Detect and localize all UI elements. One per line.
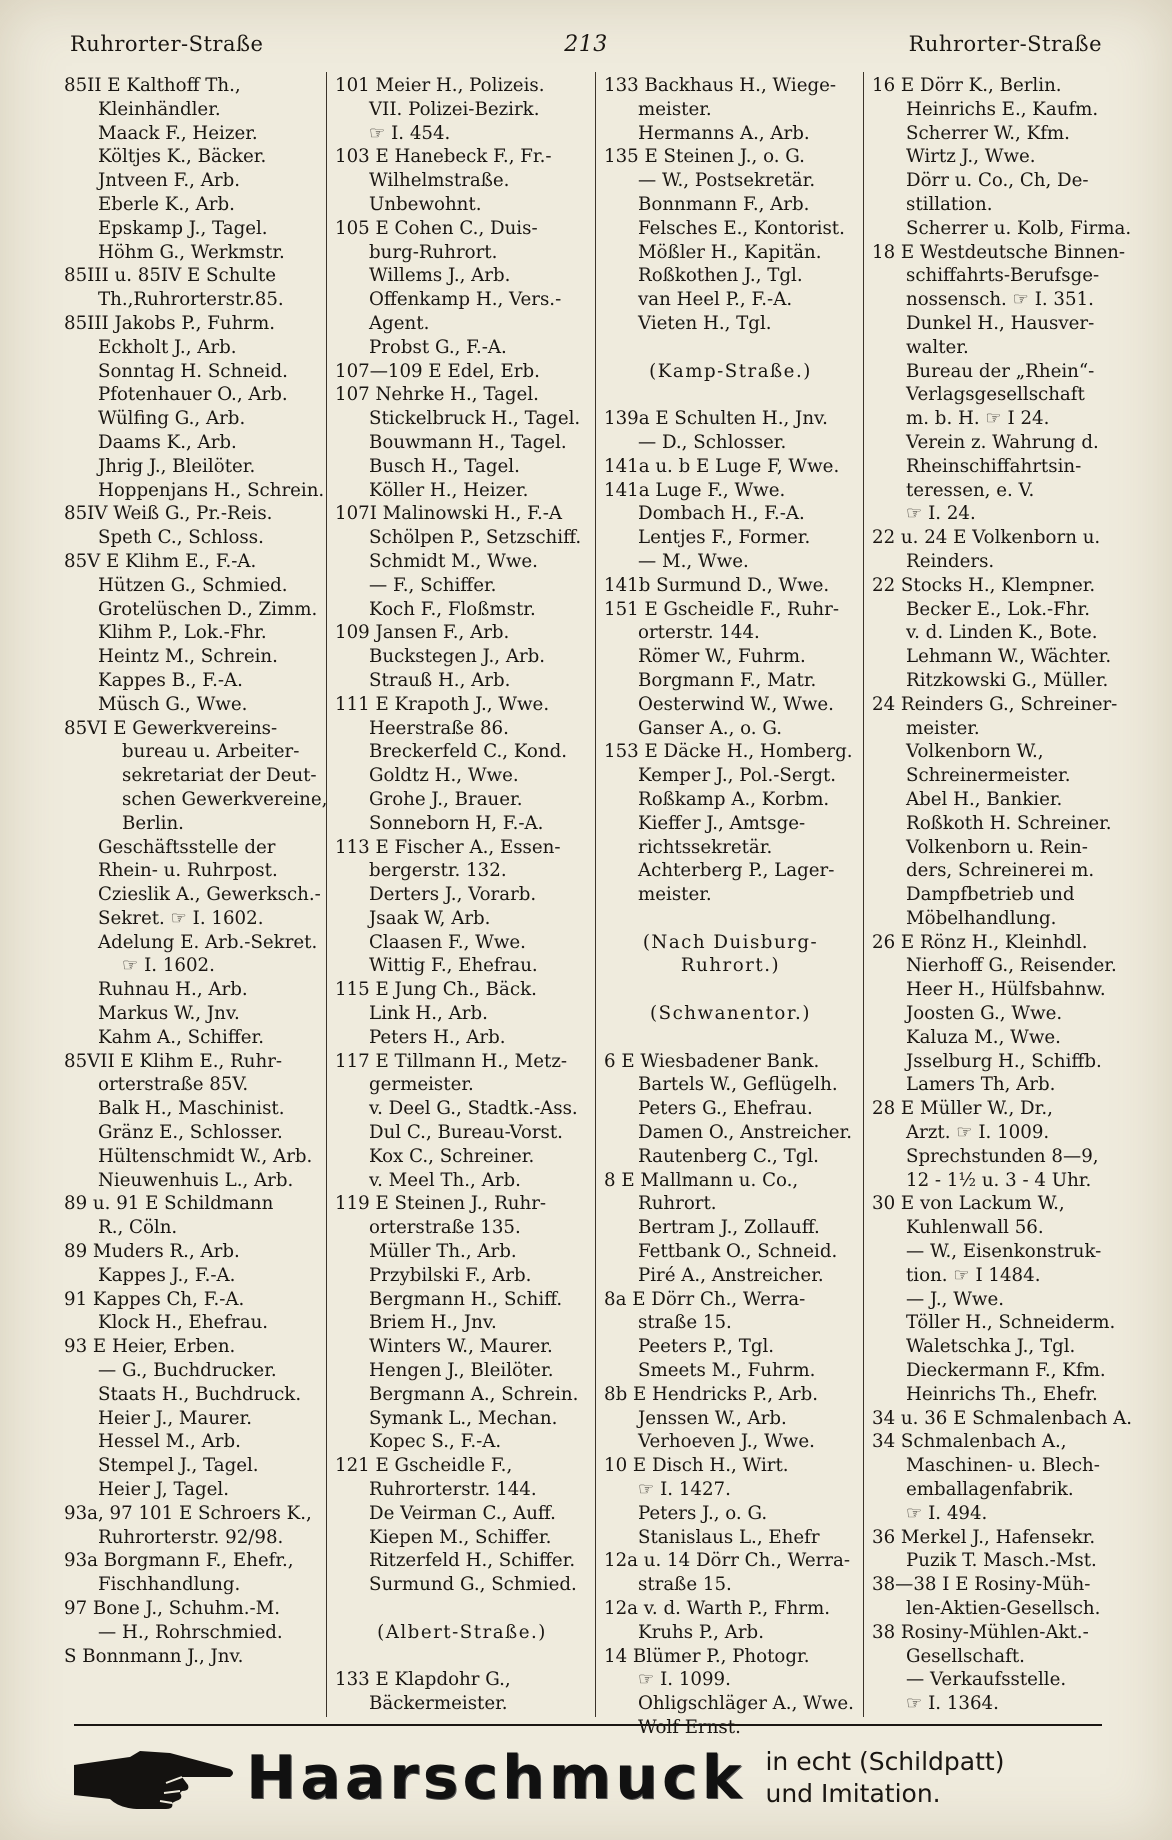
running-head-right: Ruhrorter-Straße xyxy=(908,32,1102,56)
directory-entry-line: — D., Schlosser. xyxy=(638,431,787,453)
directory-entry-line: 105 E Cohen C., Duis- xyxy=(335,217,538,239)
directory-entry-line: Gränz E., Schlosser. xyxy=(98,1122,283,1144)
directory-entry-line: Ruhrorterstr. 92/98. xyxy=(98,1526,284,1548)
directory-entry-line: Schölpen P., Setzschiff. xyxy=(369,527,582,549)
directory-entry-line: meister. xyxy=(906,717,980,739)
directory-entry-line: Kuhlenwall 56. xyxy=(906,1217,1044,1239)
directory-entry-line: 119 E Steinen J., Ruhr- xyxy=(335,1193,547,1215)
directory-entry-line: Nierhoff G., Reisender. xyxy=(906,955,1117,977)
directory-entry-line: ders, Schreinerei m. xyxy=(906,860,1095,882)
directory-entry-line: Kieffer J., Amtsge- xyxy=(638,812,806,834)
directory-entry-line: Klihm P., Lok.-Fhr. xyxy=(98,622,267,644)
advertisement xyxy=(70,1734,1102,1822)
directory-entry-line: 141b Surmund D., Wwe. xyxy=(604,574,830,596)
directory-entry-line: Peters H., Arb. xyxy=(369,1026,506,1048)
directory-entry-line: 93 E Heier, Erben. xyxy=(64,1336,236,1358)
directory-entry-line: Reinders. xyxy=(906,550,995,572)
column-2 xyxy=(326,72,595,1717)
directory-entry-line: 8 E Mallmann u. Co., xyxy=(604,1169,799,1191)
directory-entry-line: teressen, e. V. xyxy=(906,479,1035,501)
directory-entry-line: Költjes K., Bäcker. xyxy=(98,146,267,168)
directory-entry-line: Klock H., Ehefrau. xyxy=(98,1312,269,1334)
directory-entry-line: Dunkel H., Hausver- xyxy=(906,312,1095,334)
directory-entry-line: Maschinen- u. Blech- xyxy=(906,1455,1100,1477)
directory-entry-line xyxy=(604,1026,857,1050)
directory-entry-line: meister. xyxy=(638,884,712,906)
directory-entry-line: Müller Th., Arb. xyxy=(369,1241,517,1263)
directory-entry-line: Przybilski F., Arb. xyxy=(369,1264,532,1286)
directory-entry-line: 97 Bone J., Schuhm.-M. xyxy=(64,1598,281,1619)
directory-entry-line: Grohe J., Brauer. xyxy=(369,788,523,810)
directory-entry-line: straße 15. xyxy=(638,1312,732,1334)
directory-entry-line: 14 Blümer P., Photogr. xyxy=(604,1645,810,1667)
directory-entry-line: Höhm G., Werkmstr. xyxy=(98,241,285,263)
directory-entry-line: 107I Malinowski H., F.-A xyxy=(335,503,563,525)
directory-entry-line: 22 u. 24 E Volkenborn u. xyxy=(872,527,1101,549)
street-section-heading: (Nach Duisburg- xyxy=(642,931,819,953)
directory-entry-line: Bartels W., Geflügelh. xyxy=(638,1074,838,1096)
directory-entry-line: 151 E Gscheidle F., Ruhr- xyxy=(604,598,839,620)
directory-entry-line: ☞ I. 1427. xyxy=(638,1479,731,1501)
directory-entry-line: Roßkamp A., Korbm. xyxy=(638,788,830,810)
directory-entry-line: Smeets M., Fuhrm. xyxy=(638,1360,816,1382)
directory-entry-line: Jntveen F., Arb. xyxy=(98,170,240,192)
directory-entry-line: 26 E Rönz H., Kleinhdl. xyxy=(872,931,1088,953)
directory-entry-line: nossensch. ☞ I. 351. xyxy=(906,289,1094,311)
directory-entry-line: 103 E Hanebeck F., Fr.- xyxy=(335,146,552,168)
directory-entry-line: Agent. xyxy=(369,312,430,334)
directory-entry-line: Kleinhändler. xyxy=(98,98,221,120)
directory-entry-line: v. Meel Th., Arb. xyxy=(369,1169,521,1191)
directory-entry-line: schen Gewerkvereine, xyxy=(122,788,328,810)
directory-entry-line: Daams K., Arb. xyxy=(98,431,237,453)
directory-entry-line: Rheinschiffahrtsin- xyxy=(906,455,1082,477)
directory-entry-line: Czieslik A., Gewerksch.- xyxy=(98,884,321,906)
directory-entry-line: van Heel P., F.-A. xyxy=(638,289,793,311)
directory-entry-line: 93a Borgmann F., Ehefr., xyxy=(64,1550,294,1572)
directory-entry-line: Bureau der „Rhein“- xyxy=(906,360,1095,382)
directory-entry-line: 12a u. 14 Dörr Ch., Werra- xyxy=(604,1550,850,1572)
directory-entry-line: 135 E Steinen J., o. G. xyxy=(604,146,805,168)
directory-entry-line: Jenssen W., Arb. xyxy=(638,1407,787,1429)
directory-entry-line: 10 E Disch H., Wirt. xyxy=(604,1455,789,1477)
directory-entry-line: Bäckermeister. xyxy=(369,1693,508,1715)
directory-entry-line: Strauß H., Arb. xyxy=(369,669,511,691)
directory-entry-line: Kappes J., F.-A. xyxy=(98,1264,236,1286)
directory-entry-line: 85IV Weiß G., Pr.-Reis. xyxy=(64,503,273,525)
directory-entry-line: Busch H., Tagel. xyxy=(369,455,520,477)
directory-entry-line: Balk H., Maschinist. xyxy=(98,1098,285,1120)
directory-entry-line: Jhrig J., Bleilöter. xyxy=(98,455,256,477)
directory-entry-line: Kemper J., Pol.-Sergt. xyxy=(638,765,837,787)
directory-entry-line: 101 Meier H., Polizeis. xyxy=(335,75,545,96)
directory-entry-line: 133 E Klapdohr G., xyxy=(335,1669,511,1691)
directory-entry-line: 8b E Hendricks P., Arb. xyxy=(604,1383,819,1405)
directory-entry-line: Wilhelmstraße. xyxy=(369,170,510,192)
directory-entry-line: 91 Kappes Ch, F.-A. xyxy=(64,1288,245,1310)
directory-entry-line: stillation. xyxy=(906,193,993,215)
directory-entry-line: 85III Jakobs P., Fuhrm. xyxy=(64,312,276,334)
street-section-heading: (Kamp-Straße.) xyxy=(649,360,812,382)
directory-entry-line: Kahm A., Schiffer. xyxy=(98,1026,264,1048)
directory-entry-line: Epskamp J., Tagel. xyxy=(98,217,268,239)
directory-entry-line: Goldtz H., Wwe. xyxy=(369,765,519,787)
directory-entry-line: Möbelhandlung. xyxy=(906,907,1057,929)
directory-entry-line: Müsch G., Wwe. xyxy=(98,693,248,715)
directory-entry-line: Kappes B., F.-A. xyxy=(98,669,243,691)
directory-entry-line: Scherrer u. Kolb, Firma. xyxy=(906,217,1132,239)
directory-entry-line: Kaluza M., Wwe. xyxy=(906,1026,1061,1048)
directory-entry-line: orterstraße 135. xyxy=(369,1217,521,1239)
directory-entry-line: Adelung E. Arb.-Sekret. xyxy=(98,931,318,953)
directory-entry-line: 85V E Klihm E., F.-A. xyxy=(64,550,257,572)
directory-entry-line: Becker E., Lok.-Fhr. xyxy=(906,598,1090,620)
directory-entry-line: 153 E Däcke H., Homberg. xyxy=(604,741,853,763)
directory-entry-line: 18 E Westdeutsche Binnen- xyxy=(872,241,1126,263)
directory-entry-line: bureau u. Arbeiter- xyxy=(122,741,300,763)
directory-entry-line: Damen O., Anstreicher. xyxy=(638,1122,853,1144)
directory-entry-line: Waletschka J., Tgl. xyxy=(906,1336,1076,1358)
directory-entry-line: Lentjes F., Former. xyxy=(638,527,811,549)
directory-entry-line: Eckholt J., Arb. xyxy=(98,336,237,358)
directory-entry-line: 115 E Jung Ch., Bäck. xyxy=(335,979,537,1001)
directory-entry-line: Achterberg P., Lager- xyxy=(638,860,835,882)
directory-entry-line: Staats H., Buchdruck. xyxy=(98,1383,302,1405)
directory-entry-line: Briem H., Jnv. xyxy=(369,1312,497,1334)
directory-entry-line: Stempel J., Tagel. xyxy=(98,1455,259,1477)
directory-entry-line: Heinrichs E., Kaufm. xyxy=(906,98,1099,120)
directory-entry-line: 113 E Fischer A., Essen- xyxy=(335,836,561,858)
directory-entry-line: Schmidt M., Wwe. xyxy=(369,550,538,572)
street-section-heading: (Albert-Straße.) xyxy=(377,1621,547,1643)
directory-entry-line: Heerstraße 86. xyxy=(369,717,509,739)
directory-entry-line: Hültenschmidt W., Arb. xyxy=(98,1145,313,1167)
directory-entry-line: Kruhs P., Arb. xyxy=(638,1621,764,1643)
directory-entry-line: Bonnmann F., Arb. xyxy=(638,193,810,215)
directory-entry-line: Eberle K., Arb. xyxy=(98,193,235,215)
directory-entry-line: 85VI E Gewerkvereins- xyxy=(64,717,278,739)
directory-entry-line: — M., Wwe. xyxy=(638,550,749,572)
directory-entry-line: 30 E von Lackum W., xyxy=(872,1193,1065,1215)
directory-entry-line: ☞ I. 1099. xyxy=(638,1669,731,1691)
column-4 xyxy=(863,72,1133,1717)
directory-entry-line: Fischhandlung. xyxy=(98,1574,241,1596)
street-section-heading: (Schwanentor.) xyxy=(650,1003,811,1025)
directory-entry-line: 117 E Tillmann H., Metz- xyxy=(335,1050,568,1072)
directory-entry-line: Maack F., Heizer. xyxy=(98,122,258,144)
directory-entry-line: Probst G., F.-A. xyxy=(369,336,507,358)
directory-entry-line: orterstr. 144. xyxy=(638,622,760,644)
directory-entry-line: Stickelbruck H., Tagel. xyxy=(369,408,581,430)
directory-entry-line xyxy=(604,907,857,931)
directory-entry-line: Oesterwind W., Wwe. xyxy=(638,693,834,715)
directory-entry-line: — J., Wwe. xyxy=(906,1288,1004,1310)
directory-entry-line: 16 E Dörr K., Berlin. xyxy=(872,75,1062,96)
directory-entry-line: Wülfing G., Arb. xyxy=(98,408,246,430)
directory-entry-line: Nieuwenhuis L., Arb. xyxy=(98,1169,294,1191)
directory-entry-line: Hermanns A., Arb. xyxy=(638,122,810,144)
directory-entry-line: Borgmann F., Matr. xyxy=(638,669,817,691)
directory-entry-line: 141a Luge F., Wwe. xyxy=(604,479,786,501)
directory-entry-line: 28 E Müller W., Dr., xyxy=(872,1098,1053,1120)
directory-entry-line: 85III u. 85IV E Schulte xyxy=(64,265,277,287)
directory-columns xyxy=(56,72,1133,1738)
directory-entry-line: 139a E Schulten H., Jnv. xyxy=(604,408,828,430)
directory-entry-line: 89 u. 91 E Schildmann xyxy=(64,1193,274,1215)
directory-entry-line: Ruhnau H., Arb. xyxy=(98,979,248,1001)
ad-tagline-line-2: und Imitation. xyxy=(765,1779,941,1808)
directory-entry-line: Dampfbetrieb und xyxy=(906,884,1075,906)
directory-entry-line: Grotelüschen D., Zimm. xyxy=(98,598,318,620)
directory-entry-line: Roßkoth H. Schreiner. xyxy=(906,812,1112,834)
column-3 xyxy=(595,72,863,1738)
directory-entry-line: m. b. H. ☞ I 24. xyxy=(906,408,1050,430)
directory-entry-line: Hessel M., Arb. xyxy=(98,1431,241,1453)
directory-entry-line: Peters G., Ehefrau. xyxy=(638,1098,813,1120)
directory-entry-line: Sonneborn H, F.-A. xyxy=(369,812,544,834)
directory-entry-line xyxy=(335,1597,589,1621)
directory-entry-line: Bergmann H., Schiff. xyxy=(369,1288,563,1310)
directory-entry-line: 107—109 E Edel, Erb. xyxy=(335,360,540,382)
pointing-hand-icon xyxy=(70,1743,236,1813)
running-head-left: Ruhrorter-Straße xyxy=(70,32,264,56)
directory-entry-line: S Bonnmann J., Jnv. xyxy=(64,1645,244,1667)
directory-entry-line: Heier J, Tagel. xyxy=(98,1479,230,1501)
directory-entry-line: Hengen J., Bleilöter. xyxy=(369,1360,554,1382)
directory-entry-line: 93a, 97 101 E Schroers K., xyxy=(64,1502,312,1524)
directory-entry-line: Th.,Ruhrorterstr.85. xyxy=(98,289,284,311)
directory-entry-line: Winters W., Maurer. xyxy=(369,1336,553,1358)
directory-entry-line: Kopec S., F.-A. xyxy=(369,1431,502,1453)
directory-entry-line: Schreinermeister. xyxy=(906,765,1071,787)
directory-entry-line: Heier J., Maurer. xyxy=(98,1407,253,1429)
directory-entry-line xyxy=(335,1645,589,1669)
directory-entry-line: 89 Muders R., Arb. xyxy=(64,1241,240,1263)
directory-entry-line: ☞ I. 1364. xyxy=(906,1693,999,1715)
directory-entry-line: Pfotenhauer O., Arb. xyxy=(98,384,288,406)
directory-entry-line: Mößler H., Kapitän. xyxy=(638,241,822,263)
directory-entry-line: walter. xyxy=(906,336,969,358)
directory-entry-line: sekretariat der Deut- xyxy=(122,765,317,787)
directory-entry-line: 141a u. b E Luge F, Wwe. xyxy=(604,455,840,477)
directory-entry-line: Köller H., Heizer. xyxy=(369,479,529,501)
directory-entry-line: len-Aktien-Gesellsch. xyxy=(906,1598,1101,1619)
directory-entry-line: Puzik T. Masch.-Mst. xyxy=(906,1550,1097,1572)
directory-entry-line: tion. ☞ I 1484. xyxy=(906,1264,1041,1286)
directory-entry-line: Verhoeven J., Wwe. xyxy=(638,1431,815,1453)
directory-entry-line xyxy=(604,336,857,360)
directory-entry-line: 34 u. 36 E Schmalenbach A. xyxy=(872,1407,1133,1429)
directory-entry-line: Derters J., Vorarb. xyxy=(369,884,537,906)
directory-entry-line: burg-Ruhrort. xyxy=(369,241,498,263)
directory-entry-line: — W., Postsekretär. xyxy=(638,170,816,192)
directory-entry-line: Dieckermann F., Kfm. xyxy=(906,1360,1106,1382)
directory-entry-line: Hützen G., Schmied. xyxy=(98,574,288,596)
directory-entry-line: Ritzkowski G., Müller. xyxy=(906,669,1109,691)
directory-entry-line: Bouwmann H., Tagel. xyxy=(369,431,567,453)
directory-entry-line: Arzt. ☞ I. 1009. xyxy=(906,1122,1050,1144)
page-number: 213 xyxy=(564,31,608,57)
directory-entry-line: Koch F., Floßmstr. xyxy=(369,598,536,620)
directory-entry-line: bergerstr. 132. xyxy=(369,860,507,882)
directory-entry-line: Hoppenjans H., Schrein. xyxy=(98,479,325,501)
directory-entry-line: richtssekretär. xyxy=(638,836,773,858)
directory-entry-line: Ohligschläger A., Wwe. xyxy=(638,1693,854,1715)
directory-entry-line: Rautenberg C., Tgl. xyxy=(638,1145,819,1167)
directory-entry-line: Geschäftsstelle der xyxy=(98,836,276,858)
directory-entry-line: Töller H., Schneiderm. xyxy=(906,1312,1116,1334)
directory-entry-line: 12a v. d. Warth P., Fhrm. xyxy=(604,1598,831,1619)
directory-entry-line: Peeters P., Tgl. xyxy=(638,1336,775,1358)
directory-entry-line: Dul C., Bureau-Vorst. xyxy=(369,1122,563,1144)
directory-entry-line: — Verkaufsstelle. xyxy=(906,1669,1067,1691)
directory-entry-line: 12 - 1½ u. 3 - 4 Uhr. xyxy=(906,1169,1092,1191)
directory-entry-line: Verein z. Wahrung d. xyxy=(906,431,1099,453)
directory-entry-line: Offenkamp H., Vers.- xyxy=(369,289,562,311)
directory-entry-line: Rhein- u. Ruhrpost. xyxy=(98,860,278,882)
directory-entry-line: Joosten G., Wwe. xyxy=(906,1003,1063,1025)
directory-entry-line: Speth C., Schloss. xyxy=(98,527,264,549)
ad-tagline-line-1: in echt (Schildpatt) xyxy=(765,1747,1005,1776)
directory-entry-line: Sekret. ☞ I. 1602. xyxy=(98,907,264,929)
directory-entry-line: Sonntag H. Schneid. xyxy=(98,360,288,382)
footer-rule xyxy=(74,1724,1102,1726)
directory-entry-line: Jsselburg H., Schiffb. xyxy=(906,1050,1102,1072)
directory-entry-line: 133 Backhaus H., Wiege- xyxy=(604,75,837,96)
directory-entry-line: Scherrer W., Kfm. xyxy=(906,122,1070,144)
directory-entry-line: Link H., Arb. xyxy=(369,1003,488,1025)
directory-entry-line: Wolf Ernst. xyxy=(638,1716,741,1738)
directory-entry-line: — G., Buchdrucker. xyxy=(98,1360,277,1382)
directory-entry-line: Ruhrorterstr. 144. xyxy=(369,1479,537,1501)
directory-entry-line xyxy=(604,383,857,407)
directory-entry-line: 22 Stocks H., Klempner. xyxy=(872,574,1096,596)
directory-entry-line: Heinrichs Th., Ehefr. xyxy=(906,1383,1098,1405)
directory-entry-line: emballagenfabrik. xyxy=(906,1479,1074,1501)
directory-entry-line: Heintz M., Schrein. xyxy=(98,646,278,668)
directory-entry-line: meister. xyxy=(638,98,712,120)
street-section-heading: Ruhrort.) xyxy=(680,955,781,977)
directory-entry-line: Lehmann W., Wächter. xyxy=(906,646,1112,668)
directory-entry-line: Abel H., Bankier. xyxy=(906,788,1063,810)
directory-entry-line: 8a E Dörr Ch., Werra- xyxy=(604,1288,806,1310)
directory-entry-line: Claasen F., Wwe. xyxy=(369,931,526,953)
directory-entry-line: Breckerfeld C., Kond. xyxy=(369,741,568,763)
directory-entry-line: Verlagsgesellschaft xyxy=(906,384,1085,406)
directory-entry-line: Wittig F., Ehefrau. xyxy=(369,955,538,977)
directory-entry-line: Volkenborn W., xyxy=(906,741,1044,763)
directory-entry-line: 85II E Kalthoff Th., xyxy=(64,75,241,96)
directory-entry-line: Dörr u. Co., Ch, De- xyxy=(906,170,1089,192)
directory-entry-line: ☞ I. 24. xyxy=(906,503,976,525)
directory-entry-line: Markus W., Jnv. xyxy=(98,1003,240,1025)
directory-entry-line: Buckstegen J., Arb. xyxy=(369,646,546,668)
directory-entry-line: ☞ I. 1602. xyxy=(122,955,215,977)
directory-entry-line: 34 Schmalenbach A., xyxy=(872,1431,1067,1453)
directory-entry-line: v. Deel G., Stadtk.-Ass. xyxy=(369,1098,578,1120)
ad-headline: Haarschmuck xyxy=(246,1743,746,1813)
directory-entry-line: 24 Reinders G., Schreiner- xyxy=(872,693,1118,715)
directory-entry-line: Ritzerfeld H., Schiffer. xyxy=(369,1550,576,1572)
directory-entry-line: Vieten H., Tgl. xyxy=(638,312,772,334)
directory-entry-line: — F., Schiffer. xyxy=(369,574,497,596)
directory-entry-line: Dombach H., F.-A. xyxy=(638,503,805,525)
directory-entry-line: ☞ I. 454. xyxy=(369,122,451,144)
directory-entry-line: Roßkothen J., Tgl. xyxy=(638,265,803,287)
directory-entry-line: Bertram J., Zollauff. xyxy=(638,1217,820,1239)
directory-entry-line: Volkenborn u. Rein- xyxy=(906,836,1088,858)
directory-entry-line: 6 E Wiesbadener Bank. xyxy=(604,1050,820,1072)
directory-entry-line xyxy=(604,978,857,1002)
directory-entry-line: Surmund G., Schmied. xyxy=(369,1574,577,1596)
directory-entry-line: 109 Jansen F., Arb. xyxy=(335,622,510,644)
directory-entry-line: Berlin. xyxy=(122,812,184,834)
directory-entry-line: Ruhrort. xyxy=(638,1193,717,1215)
directory-entry-line: Willems J., Arb. xyxy=(369,265,511,287)
directory-entry-line: straße 15. xyxy=(638,1574,732,1596)
directory-entry-line: 36 Merkel J., Hafensekr. xyxy=(872,1526,1096,1548)
directory-entry-line: Piré A., Anstreicher. xyxy=(638,1264,824,1286)
directory-entry-line: 121 E Gscheidle F., xyxy=(335,1455,513,1477)
directory-entry-line: Unbewohnt. xyxy=(369,193,482,215)
directory-entry-line: Gesellschaft. xyxy=(906,1645,1025,1667)
directory-entry-line: Ganser A., o. G. xyxy=(638,717,782,739)
directory-entry-line: — H., Rohrschmied. xyxy=(98,1621,283,1643)
directory-entry-line: Stanislaus L., Ehefr xyxy=(638,1526,820,1548)
directory-entry-line: Römer W., Fuhrm. xyxy=(638,646,806,668)
directory-entry-line: Heer H., Hülfsbahnw. xyxy=(906,979,1106,1001)
ad-tagline xyxy=(765,1746,1004,1810)
directory-entry-line: 111 E Krapoth J., Wwe. xyxy=(335,693,550,715)
directory-entry-line: VII. Polizei-Bezirk. xyxy=(369,98,540,120)
directory-entry-line: Symank L., Mechan. xyxy=(369,1407,558,1429)
directory-entry-line: Lamers Th, Arb. xyxy=(906,1074,1056,1096)
directory-entry-line: 38—38 I E Rosiny-Müh- xyxy=(872,1574,1091,1596)
directory-entry-line: Jsaak W, Arb. xyxy=(369,907,491,929)
directory-entry-line: Peters J., o. G. xyxy=(638,1502,768,1524)
directory-entry-line: Fettbank O., Schneid. xyxy=(638,1241,838,1263)
directory-entry-line: germeister. xyxy=(369,1074,474,1096)
directory-entry-line: Felsches E., Kontorist. xyxy=(638,217,845,239)
directory-entry-line: ☞ I. 494. xyxy=(906,1502,988,1524)
directory-entry-line: orterstraße 85V. xyxy=(98,1074,249,1096)
directory-entry-line: schiffahrts-Berufsge- xyxy=(906,265,1100,287)
directory-entry-line: Wirtz J., Wwe. xyxy=(906,146,1036,168)
directory-entry-line: 85VII E Klihm E., Ruhr- xyxy=(64,1050,283,1072)
directory-entry-line: Kiepen M., Schiffer. xyxy=(369,1526,552,1548)
directory-entry-line: De Veirman C., Auff. xyxy=(369,1502,556,1524)
directory-entry-line: Bergmann A., Schrein. xyxy=(369,1383,579,1405)
directory-entry-line: Kox C., Schreiner. xyxy=(369,1145,535,1167)
directory-entry-line: R., Cöln. xyxy=(98,1217,178,1239)
column-1 xyxy=(56,72,326,1717)
directory-entry-line: 38 Rosiny-Mühlen-Akt.- xyxy=(872,1621,1089,1643)
directory-entry-line: v. d. Linden K., Bote. xyxy=(906,622,1098,644)
directory-entry-line: Sprechstunden 8—9, xyxy=(906,1145,1099,1167)
directory-entry-line: 107 Nehrke H., Tagel. xyxy=(335,384,539,406)
page-header xyxy=(70,26,1102,62)
directory-entry-line: — W., Eisenkonstruk- xyxy=(906,1241,1102,1263)
